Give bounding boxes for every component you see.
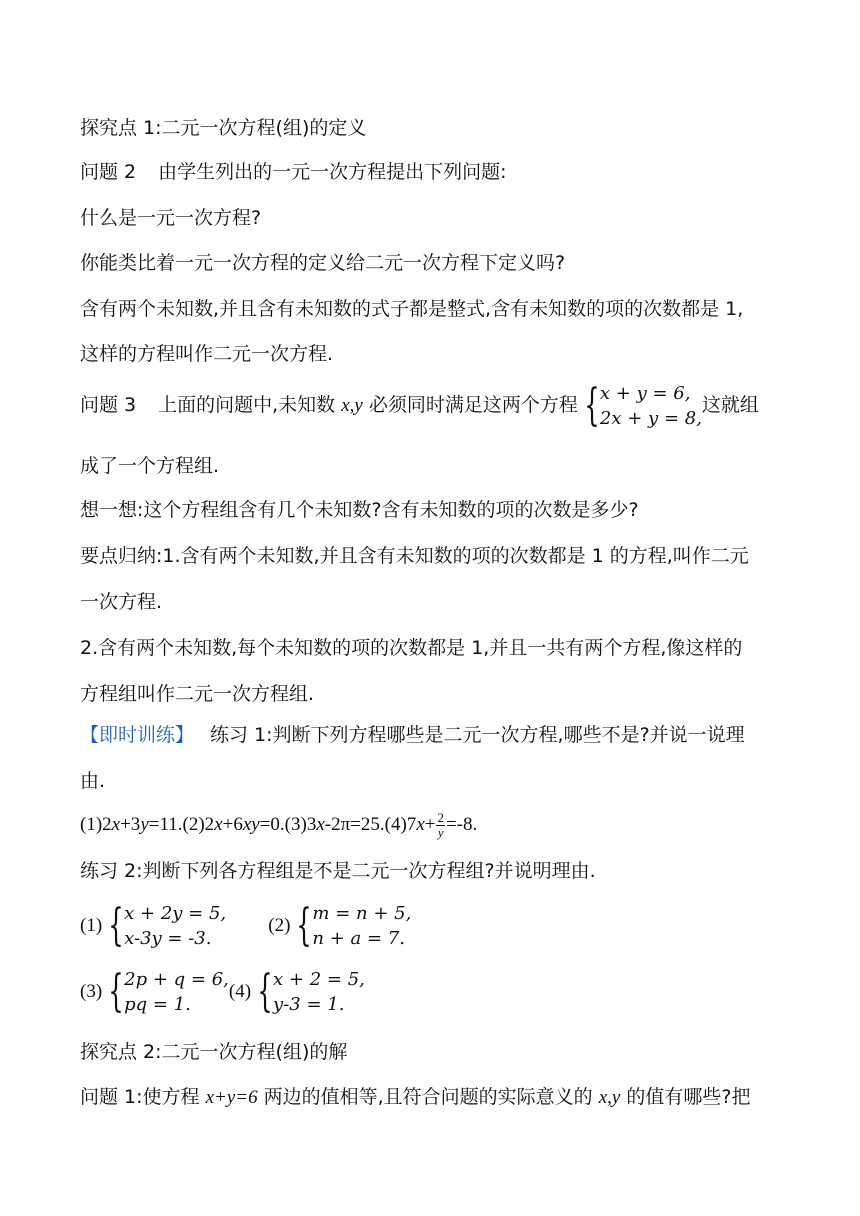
- q3-text-middle: 必须同时满足这两个方程: [368, 394, 578, 416]
- key-point-2-line-2: 方程组叫作二元一次方程组.: [80, 683, 315, 705]
- question-analogy: 你能类比着一元一次方程的定义给二元一次方程下定义吗?: [80, 252, 566, 274]
- equation: x + 2y = 5,: [124, 902, 227, 924]
- question-1: [80, 1085, 751, 1110]
- question-text: 由学生列出的一元一次方程提出下列问题:: [158, 161, 507, 183]
- eq-var: x: [316, 814, 325, 835]
- equation: x-3y = -3.: [124, 927, 212, 949]
- q3-vars: x,y: [341, 395, 363, 416]
- equation: x + 2 = 5,: [273, 968, 365, 990]
- eq-text: =11.(2)2: [148, 814, 215, 835]
- section-title-1: 探究点 1:二元一次方程(组)的定义: [80, 117, 367, 139]
- q1-text: 两边的值相等,且符合问题的实际意义的: [263, 1086, 593, 1108]
- eq-text: (1)2: [80, 814, 112, 835]
- key-point-2-line-1: 2.含有两个未知数,每个未知数的项的次数都是 1,并且一共有两个方程,像这样的: [80, 637, 743, 659]
- systems-row-2: [80, 966, 365, 1017]
- eq-var: y: [140, 814, 149, 835]
- section-title-2: 探究点 2:二元一次方程(组)的解: [80, 1041, 348, 1063]
- question-3: [80, 380, 759, 431]
- systems-row-1: [80, 900, 411, 951]
- system-label: (2): [268, 915, 291, 936]
- system-4: (4) { x + 2 = 5, y-3 = 1.: [228, 965, 365, 1017]
- practice-1-continuation: 由.: [80, 770, 106, 792]
- eq-var: x: [214, 814, 223, 835]
- eq-text: =-8.: [445, 814, 478, 835]
- practice-1-text: 练习 1:判断下列方程哪些是二元一次方程,哪些不是?并说一说理: [210, 724, 745, 746]
- q3-text-before: 上面的问题中,未知数: [158, 394, 336, 416]
- eq-text: +6: [222, 814, 243, 835]
- eq-var: xy: [242, 814, 260, 835]
- system-3: (3) { 2p + q = 6, pq = 1.: [80, 965, 229, 1017]
- equation: x + y = 6,: [599, 382, 691, 404]
- equation: 2x + y = 8,: [599, 407, 702, 429]
- q1-vars: x,y: [598, 1087, 621, 1108]
- system-label: (4): [228, 981, 252, 1002]
- key-point-1-line-1: 要点归纳:1.含有两个未知数,并且含有未知数的项的次数都是 1 的方程,叫作二元: [80, 545, 749, 567]
- question-2: [80, 160, 507, 184]
- question-label: 问题 3: [80, 394, 137, 416]
- question-what: 什么是一元一次方程?: [80, 207, 262, 229]
- practice-1-equations: [80, 810, 477, 840]
- system-1: (1) { x + 2y = 5, x-3y = -3.: [80, 899, 227, 951]
- equation: m = n + 5,: [312, 902, 412, 924]
- practice-2: 练习 2:判断下列各方程组是不是二元一次方程组?并说明理由.: [80, 860, 596, 882]
- equation-system: { x + y = 6, 2x + y = 8,: [584, 379, 702, 431]
- eq-var: x: [416, 814, 425, 835]
- fraction: [436, 811, 445, 840]
- practice-tag: 【即时训练】: [80, 724, 195, 746]
- definition-line-2: 这样的方程叫作二元一次方程.: [80, 343, 334, 365]
- system-2: (2) { m = n + 5, n + a = 7.: [268, 899, 412, 951]
- key-point-1-line-2: 一次方程.: [80, 591, 163, 613]
- think-prompt: 想一想:这个方程组含有几个未知数?含有未知数的项的次数是多少?: [80, 499, 639, 521]
- system-label: (1): [80, 915, 103, 936]
- equation: 2p + q = 6,: [124, 968, 229, 990]
- eq-var: x: [111, 814, 121, 835]
- question-label: 问题 2: [80, 161, 137, 183]
- eq-text: -2π=25.(4)7: [324, 814, 417, 835]
- system-label: (3): [80, 981, 103, 1002]
- equation: n + a = 7.: [312, 927, 405, 949]
- fraction-denominator: y: [437, 825, 444, 841]
- definition-line-1: 含有两个未知数,并且含有未知数的式子都是整式,含有未知数的项的次数都是 1,: [80, 298, 744, 320]
- q1-text: 的值有哪些?把: [626, 1086, 751, 1108]
- eq-text: +: [424, 814, 436, 835]
- equation: pq = 1.: [124, 993, 191, 1015]
- eq-text: =0.(3)3: [259, 814, 317, 835]
- fraction-numerator: 2: [437, 810, 444, 826]
- equation: y-3 = 1.: [273, 993, 345, 1015]
- q1-expression: x+y=6: [205, 1087, 258, 1108]
- eq-text: +3: [120, 814, 141, 835]
- q3-text-after: 这就组: [701, 394, 759, 416]
- q1-text: 问题 1:使方程: [80, 1086, 200, 1108]
- practice-1: [80, 723, 745, 747]
- question-3-continuation: 成了一个方程组.: [80, 455, 220, 477]
